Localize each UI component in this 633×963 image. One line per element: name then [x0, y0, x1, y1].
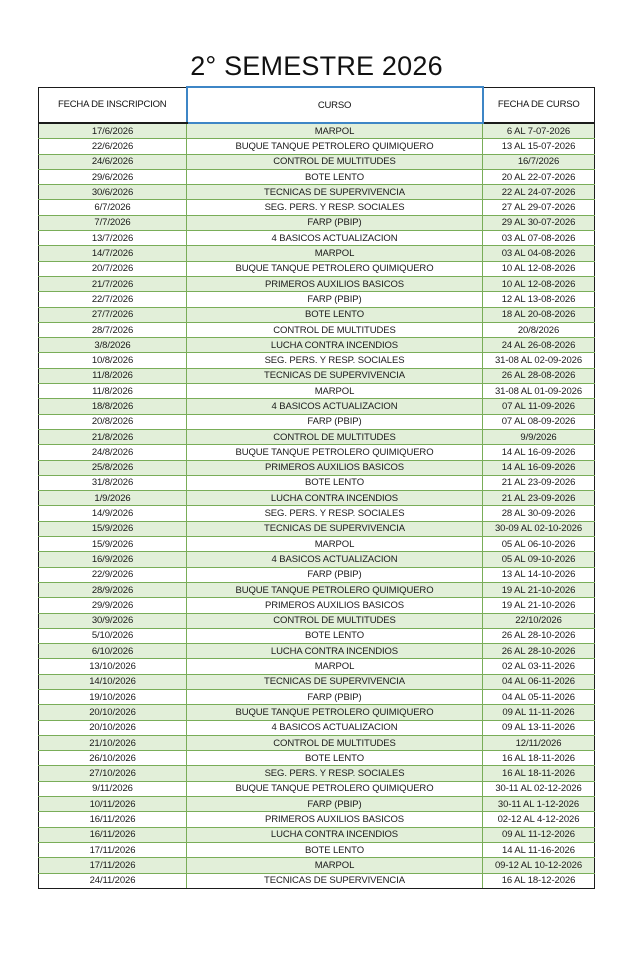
course-name-cell: CONTROL DE MULTITUDES: [187, 322, 483, 337]
course-name-cell: BUQUE TANQUE PETROLERO QUIMIQUERO: [187, 705, 483, 720]
course-name-cell: PRIMEROS AUXILIOS BASICOS: [187, 598, 483, 613]
registration-date-cell: 11/8/2026: [39, 368, 187, 383]
course-date-cell: 31-08 AL 02-09-2026: [483, 353, 595, 368]
course-name-cell: MARPOL: [187, 659, 483, 674]
course-date-cell: 20 AL 22-07-2026: [483, 169, 595, 184]
registration-date-cell: 30/9/2026: [39, 613, 187, 628]
course-name-cell: SEG. PERS. Y RESP. SOCIALES: [187, 200, 483, 215]
course-date-cell: 9/9/2026: [483, 429, 595, 444]
registration-date-cell: 20/7/2026: [39, 261, 187, 276]
table-row: [39, 276, 595, 291]
registration-date-cell: 14/9/2026: [39, 506, 187, 521]
table-row: [39, 200, 595, 215]
registration-date-cell: 6/10/2026: [39, 644, 187, 659]
course-schedule-table: [38, 86, 595, 889]
course-name-cell: CONTROL DE MULTITUDES: [187, 154, 483, 169]
table-row: [39, 812, 595, 827]
course-date-cell: 20/8/2026: [483, 322, 595, 337]
registration-date-cell: 29/9/2026: [39, 598, 187, 613]
course-name-cell: LUCHA CONTRA INCENDIOS: [187, 491, 483, 506]
course-date-cell: 14 AL 16-09-2026: [483, 445, 595, 460]
table-row: [39, 399, 595, 414]
course-date-cell: 09-12 AL 10-12-2026: [483, 858, 595, 873]
table-row: [39, 766, 595, 781]
course-date-cell: 10 AL 12-08-2026: [483, 276, 595, 291]
table-row: [39, 735, 595, 750]
course-name-cell: LUCHA CONTRA INCENDIOS: [187, 338, 483, 353]
course-name-cell: BOTE LENTO: [187, 751, 483, 766]
course-name-cell: SEG. PERS. Y RESP. SOCIALES: [187, 353, 483, 368]
registration-date-cell: 21/10/2026: [39, 735, 187, 750]
table-row: [39, 384, 595, 399]
table-row: [39, 154, 595, 169]
course-name-cell: FARP (PBIP): [187, 414, 483, 429]
course-name-cell: MARPOL: [187, 858, 483, 873]
table-row: [39, 751, 595, 766]
registration-date-cell: 14/10/2026: [39, 674, 187, 689]
table-row: [39, 460, 595, 475]
registration-date-cell: 24/6/2026: [39, 154, 187, 169]
registration-date-cell: 22/9/2026: [39, 567, 187, 582]
course-date-cell: 05 AL 06-10-2026: [483, 537, 595, 552]
table-row: [39, 475, 595, 490]
table-row: [39, 598, 595, 613]
course-name-cell: BUQUE TANQUE PETROLERO QUIMIQUERO: [187, 781, 483, 796]
table-header: [39, 87, 595, 123]
table-row: [39, 613, 595, 628]
course-name-cell: CONTROL DE MULTITUDES: [187, 613, 483, 628]
table-row: [39, 689, 595, 704]
course-date-cell: 22/10/2026: [483, 613, 595, 628]
course-name-cell: BOTE LENTO: [187, 475, 483, 490]
registration-date-cell: 20/10/2026: [39, 705, 187, 720]
course-date-cell: 16 AL 18-11-2026: [483, 766, 595, 781]
course-name-cell: PRIMEROS AUXILIOS BASICOS: [187, 812, 483, 827]
table-row: [39, 445, 595, 460]
table-row: [39, 231, 595, 246]
course-date-cell: 30-11 AL 02-12-2026: [483, 781, 595, 796]
registration-date-cell: 14/7/2026: [39, 246, 187, 261]
registration-date-cell: 28/7/2026: [39, 322, 187, 337]
table-row: [39, 720, 595, 735]
course-date-cell: 28 AL 30-09-2026: [483, 506, 595, 521]
course-name-cell: SEG. PERS. Y RESP. SOCIALES: [187, 766, 483, 781]
course-date-cell: 26 AL 28-10-2026: [483, 644, 595, 659]
course-date-cell: 14 AL 16-09-2026: [483, 460, 595, 475]
course-name-cell: BUQUE TANQUE PETROLERO QUIMIQUERO: [187, 261, 483, 276]
course-name-cell: FARP (PBIP): [187, 292, 483, 307]
course-date-cell: 13 AL 15-07-2026: [483, 139, 595, 154]
table-row: [39, 261, 595, 276]
table-row: [39, 506, 595, 521]
course-name-cell: FARP (PBIP): [187, 567, 483, 582]
course-name-cell: BOTE LENTO: [187, 842, 483, 857]
course-date-cell: 27 AL 29-07-2026: [483, 200, 595, 215]
course-date-cell: 31-08 AL 01-09-2026: [483, 384, 595, 399]
table-row: [39, 552, 595, 567]
course-name-cell: CONTROL DE MULTITUDES: [187, 429, 483, 444]
course-name-cell: BOTE LENTO: [187, 628, 483, 643]
table-row: [39, 873, 595, 888]
table-row: [39, 169, 595, 184]
registration-date-cell: 30/6/2026: [39, 185, 187, 200]
page-title: 2° SEMESTRE 2026: [190, 51, 443, 81]
course-date-cell: 16 AL 18-11-2026: [483, 751, 595, 766]
header-row: [39, 87, 595, 123]
registration-date-cell: 17/11/2026: [39, 858, 187, 873]
table-row: [39, 246, 595, 261]
table-row: [39, 858, 595, 873]
course-date-cell: 24 AL 26-08-2026: [483, 338, 595, 353]
registration-date-cell: 25/8/2026: [39, 460, 187, 475]
course-date-cell: 07 AL 08-09-2026: [483, 414, 595, 429]
table-row: [39, 521, 595, 536]
registration-date-cell: 10/11/2026: [39, 797, 187, 812]
course-name-cell: TECNICAS DE SUPERVIVENCIA: [187, 185, 483, 200]
registration-date-cell: 13/10/2026: [39, 659, 187, 674]
table-row: [39, 537, 595, 552]
table-row: [39, 842, 595, 857]
registration-date-cell: 29/6/2026: [39, 169, 187, 184]
table-row: [39, 659, 595, 674]
course-date-cell: 6 AL 7-07-2026: [483, 123, 595, 139]
table-row: [39, 797, 595, 812]
course-date-cell: 12 AL 13-08-2026: [483, 292, 595, 307]
course-date-cell: 04 AL 06-11-2026: [483, 674, 595, 689]
course-name-cell: BUQUE TANQUE PETROLERO QUIMIQUERO: [187, 445, 483, 460]
registration-date-cell: 11/8/2026: [39, 384, 187, 399]
table-body: [39, 123, 595, 888]
registration-date-cell: 10/8/2026: [39, 353, 187, 368]
course-date-cell: 30-09 AL 02-10-2026: [483, 521, 595, 536]
registration-date-cell: 16/9/2026: [39, 552, 187, 567]
course-name-cell: PRIMEROS AUXILIOS BASICOS: [187, 276, 483, 291]
course-name-cell: BOTE LENTO: [187, 169, 483, 184]
course-date-cell: 16/7/2026: [483, 154, 595, 169]
registration-date-cell: 19/10/2026: [39, 689, 187, 704]
course-date-cell: 07 AL 11-09-2026: [483, 399, 595, 414]
course-name-cell: 4 BASICOS ACTUALIZACION: [187, 720, 483, 735]
registration-date-cell: 24/8/2026: [39, 445, 187, 460]
table-row: [39, 567, 595, 582]
registration-date-cell: 24/11/2026: [39, 873, 187, 888]
course-date-cell: 03 AL 04-08-2026: [483, 246, 595, 261]
registration-date-cell: 9/11/2026: [39, 781, 187, 796]
registration-date-cell: 20/8/2026: [39, 414, 187, 429]
registration-date-cell: 27/10/2026: [39, 766, 187, 781]
course-name-cell: MARPOL: [187, 246, 483, 261]
registration-date-cell: 21/7/2026: [39, 276, 187, 291]
registration-date-cell: 16/11/2026: [39, 812, 187, 827]
course-name-cell: MARPOL: [187, 123, 483, 139]
course-name-cell: BUQUE TANQUE PETROLERO QUIMIQUERO: [187, 582, 483, 597]
table-row: [39, 644, 595, 659]
course-date-cell: 21 AL 23-09-2026: [483, 475, 595, 490]
registration-date-cell: 15/9/2026: [39, 537, 187, 552]
course-date-cell: 04 AL 05-11-2026: [483, 689, 595, 704]
course-date-cell: 26 AL 28-08-2026: [483, 368, 595, 383]
course-date-cell: 10 AL 12-08-2026: [483, 261, 595, 276]
course-date-cell: 09 AL 11-12-2026: [483, 827, 595, 842]
registration-date-cell: 20/10/2026: [39, 720, 187, 735]
course-name-cell: LUCHA CONTRA INCENDIOS: [187, 827, 483, 842]
course-date-cell: 22 AL 24-07-2026: [483, 185, 595, 200]
course-date-cell: 09 AL 13-11-2026: [483, 720, 595, 735]
header-fecha-inscripcion: FECHA DE INSCRIPCION: [39, 87, 187, 123]
course-name-cell: TECNICAS DE SUPERVIVENCIA: [187, 521, 483, 536]
course-name-cell: 4 BASICOS ACTUALIZACION: [187, 552, 483, 567]
header-curso: CURSO: [187, 87, 483, 123]
course-date-cell: 19 AL 21-10-2026: [483, 582, 595, 597]
table-row: [39, 827, 595, 842]
course-date-cell: 02-12 AL 4-12-2026: [483, 812, 595, 827]
course-date-cell: 26 AL 28-10-2026: [483, 628, 595, 643]
table-row: [39, 429, 595, 444]
table-row: [39, 628, 595, 643]
registration-date-cell: 1/9/2026: [39, 491, 187, 506]
course-date-cell: 29 AL 30-07-2026: [483, 215, 595, 230]
course-name-cell: PRIMEROS AUXILIOS BASICOS: [187, 460, 483, 475]
registration-date-cell: 5/10/2026: [39, 628, 187, 643]
table-row: [39, 705, 595, 720]
course-date-cell: 18 AL 20-08-2026: [483, 307, 595, 322]
course-name-cell: FARP (PBIP): [187, 215, 483, 230]
table-row: [39, 491, 595, 506]
registration-date-cell: 18/8/2026: [39, 399, 187, 414]
registration-date-cell: 13/7/2026: [39, 231, 187, 246]
table-row: [39, 414, 595, 429]
course-date-cell: 09 AL 11-11-2026: [483, 705, 595, 720]
registration-date-cell: 15/9/2026: [39, 521, 187, 536]
registration-date-cell: 6/7/2026: [39, 200, 187, 215]
registration-date-cell: 26/10/2026: [39, 751, 187, 766]
registration-date-cell: 21/8/2026: [39, 429, 187, 444]
course-name-cell: FARP (PBIP): [187, 689, 483, 704]
table-row: [39, 322, 595, 337]
registration-date-cell: 3/8/2026: [39, 338, 187, 353]
registration-date-cell: 27/7/2026: [39, 307, 187, 322]
table-row: [39, 307, 595, 322]
course-date-cell: 30-11 AL 1-12-2026: [483, 797, 595, 812]
course-name-cell: TECNICAS DE SUPERVIVENCIA: [187, 873, 483, 888]
registration-date-cell: 22/6/2026: [39, 139, 187, 154]
course-name-cell: TECNICAS DE SUPERVIVENCIA: [187, 368, 483, 383]
course-date-cell: 02 AL 03-11-2026: [483, 659, 595, 674]
course-name-cell: BOTE LENTO: [187, 307, 483, 322]
table-row: [39, 338, 595, 353]
course-name-cell: TECNICAS DE SUPERVIVENCIA: [187, 674, 483, 689]
course-name-cell: 4 BASICOS ACTUALIZACION: [187, 231, 483, 246]
course-date-cell: 05 AL 09-10-2026: [483, 552, 595, 567]
registration-date-cell: 16/11/2026: [39, 827, 187, 842]
course-name-cell: MARPOL: [187, 537, 483, 552]
table-row: [39, 674, 595, 689]
course-date-cell: 12/11/2026: [483, 735, 595, 750]
table-row: [39, 368, 595, 383]
course-date-cell: 21 AL 23-09-2026: [483, 491, 595, 506]
header-fecha-curso: FECHA DE CURSO: [483, 87, 595, 123]
course-name-cell: BUQUE TANQUE PETROLERO QUIMIQUERO: [187, 139, 483, 154]
table-row: [39, 215, 595, 230]
table-row: [39, 139, 595, 154]
table-row: [39, 123, 595, 139]
course-name-cell: CONTROL DE MULTITUDES: [187, 735, 483, 750]
course-date-cell: 13 AL 14-10-2026: [483, 567, 595, 582]
registration-date-cell: 17/11/2026: [39, 842, 187, 857]
course-name-cell: SEG. PERS. Y RESP. SOCIALES: [187, 506, 483, 521]
table-row: [39, 781, 595, 796]
course-date-cell: 19 AL 21-10-2026: [483, 598, 595, 613]
course-date-cell: 16 AL 18-12-2026: [483, 873, 595, 888]
table-row: [39, 185, 595, 200]
course-date-cell: 03 AL 07-08-2026: [483, 231, 595, 246]
course-date-cell: 14 AL 11-16-2026: [483, 842, 595, 857]
course-name-cell: FARP (PBIP): [187, 797, 483, 812]
registration-date-cell: 28/9/2026: [39, 582, 187, 597]
table-row: [39, 582, 595, 597]
registration-date-cell: 31/8/2026: [39, 475, 187, 490]
table-row: [39, 353, 595, 368]
course-name-cell: MARPOL: [187, 384, 483, 399]
registration-date-cell: 22/7/2026: [39, 292, 187, 307]
registration-date-cell: 7/7/2026: [39, 215, 187, 230]
course-name-cell: 4 BASICOS ACTUALIZACION: [187, 399, 483, 414]
table-row: [39, 292, 595, 307]
registration-date-cell: 17/6/2026: [39, 123, 187, 139]
course-name-cell: LUCHA CONTRA INCENDIOS: [187, 644, 483, 659]
